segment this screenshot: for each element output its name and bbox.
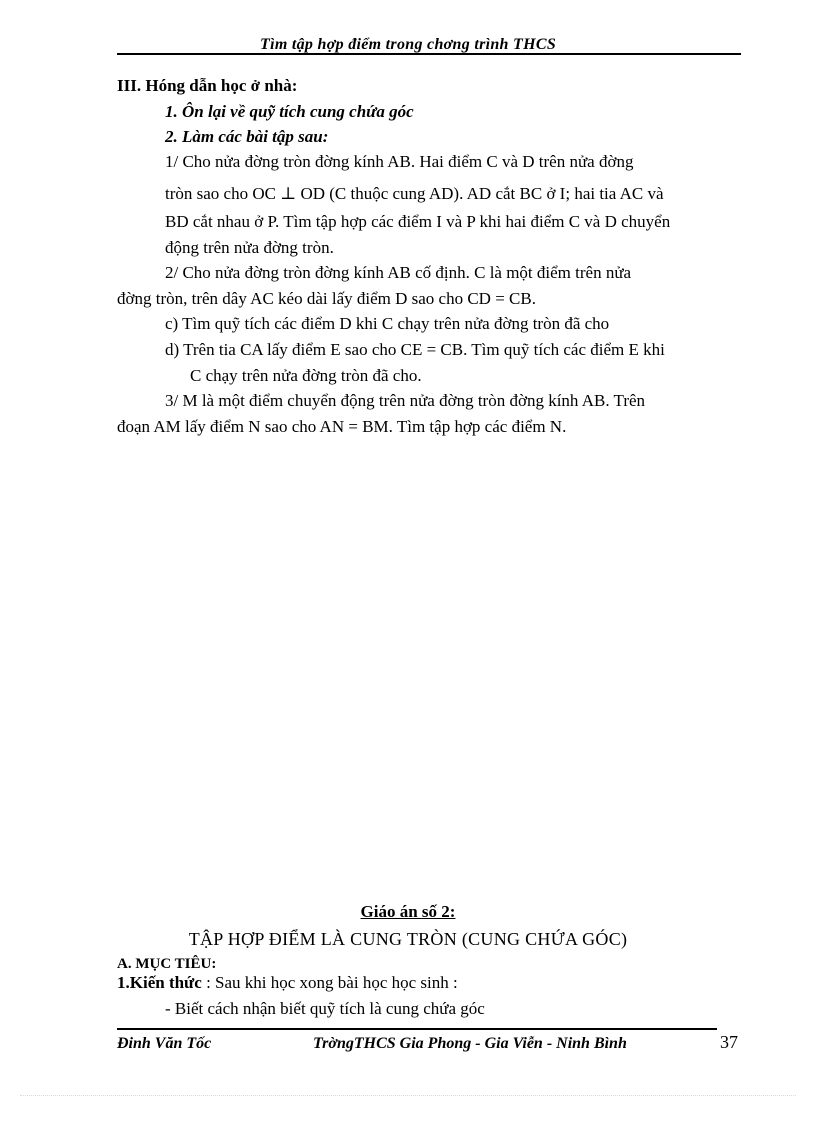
exercise-3-line-1: 3/ M là một điểm chuyển động trên nửa đờng tròn đờng kính AB. Trên <box>165 391 646 410</box>
page-number: 37 <box>720 1032 738 1052</box>
objective-bullet-1: - Biết cách nhận biết quỹ tích là cung chứa góc <box>165 999 485 1018</box>
lesson-label: Giáo án số 2: <box>360 902 456 921</box>
list-item-review: 1. Ôn lại về quỹ tích cung chứa góc <box>165 102 414 121</box>
exercise-2-part-d-line-1: d) Trên tia CA lấy điểm E sao cho CE = CB. Tìm quỹ tích các điểm E khi <box>165 340 665 359</box>
list-item-exercises: 2. Làm các bài tập sau: <box>165 127 329 146</box>
section-heading: III. Hóng dẫn học ở nhà: <box>117 76 298 95</box>
exercise-1-line-3: BD cắt nhau ở P. Tìm tập hợp các điểm I và P khi hai điểm C và D chuyển <box>165 212 671 231</box>
exercise-1-line-4: động trên nửa đờng tròn. <box>165 238 334 257</box>
header-rule <box>117 53 741 55</box>
knowledge-text: : Sau khi học xong bài học học sinh : <box>201 973 458 992</box>
footer-rule <box>117 1028 717 1030</box>
exercise-2-part-c: c) Tìm quỹ tích các điểm D khi C chạy trên nửa đờng tròn đã cho <box>165 314 610 333</box>
exercise-3-line-2: đoạn AM lấy điểm N sao cho AN = BM. Tìm tập hợp các điểm N. <box>117 417 567 436</box>
footer-school: TrờngTHCS Gia Phong - Gia Viễn - Ninh Bình <box>313 1035 627 1052</box>
running-header: Tìm tập hợp điểm trong chơng trình THCS <box>260 36 557 53</box>
exercise-2-part-d-line-2: C chạy trên nửa đờng tròn đã cho. <box>190 366 422 385</box>
exercise-1-line-2: tròn sao cho OC ⊥ OD (C thuộc cung AD). AD cắt BC ở I; hai tia AC và <box>165 184 664 203</box>
knowledge-label: 1.Kiến thức <box>117 973 202 992</box>
lesson-title: TẬP HỢP ĐIỂM LÀ CUNG TRÒN (CUNG CHỨA GÓC) <box>188 929 628 949</box>
footer-author: Đinh Văn Tốc <box>117 1035 212 1052</box>
exercise-2-line-1: 2/ Cho nửa đờng tròn đờng kính AB cố định. C là một điểm trên nửa <box>165 263 632 282</box>
knowledge-line <box>117 973 458 993</box>
page-edge-divider <box>20 1095 796 1096</box>
section-a-heading: A. MỤC TIÊU: <box>117 956 217 972</box>
exercise-1-line-1: 1/ Cho nửa đờng tròn đờng kính AB. Hai điểm C và D trên nửa đờng <box>165 152 634 171</box>
exercise-2-line-2: đờng tròn, trên dây AC kéo dài lấy điểm D sao cho CD = CB. <box>117 289 536 308</box>
